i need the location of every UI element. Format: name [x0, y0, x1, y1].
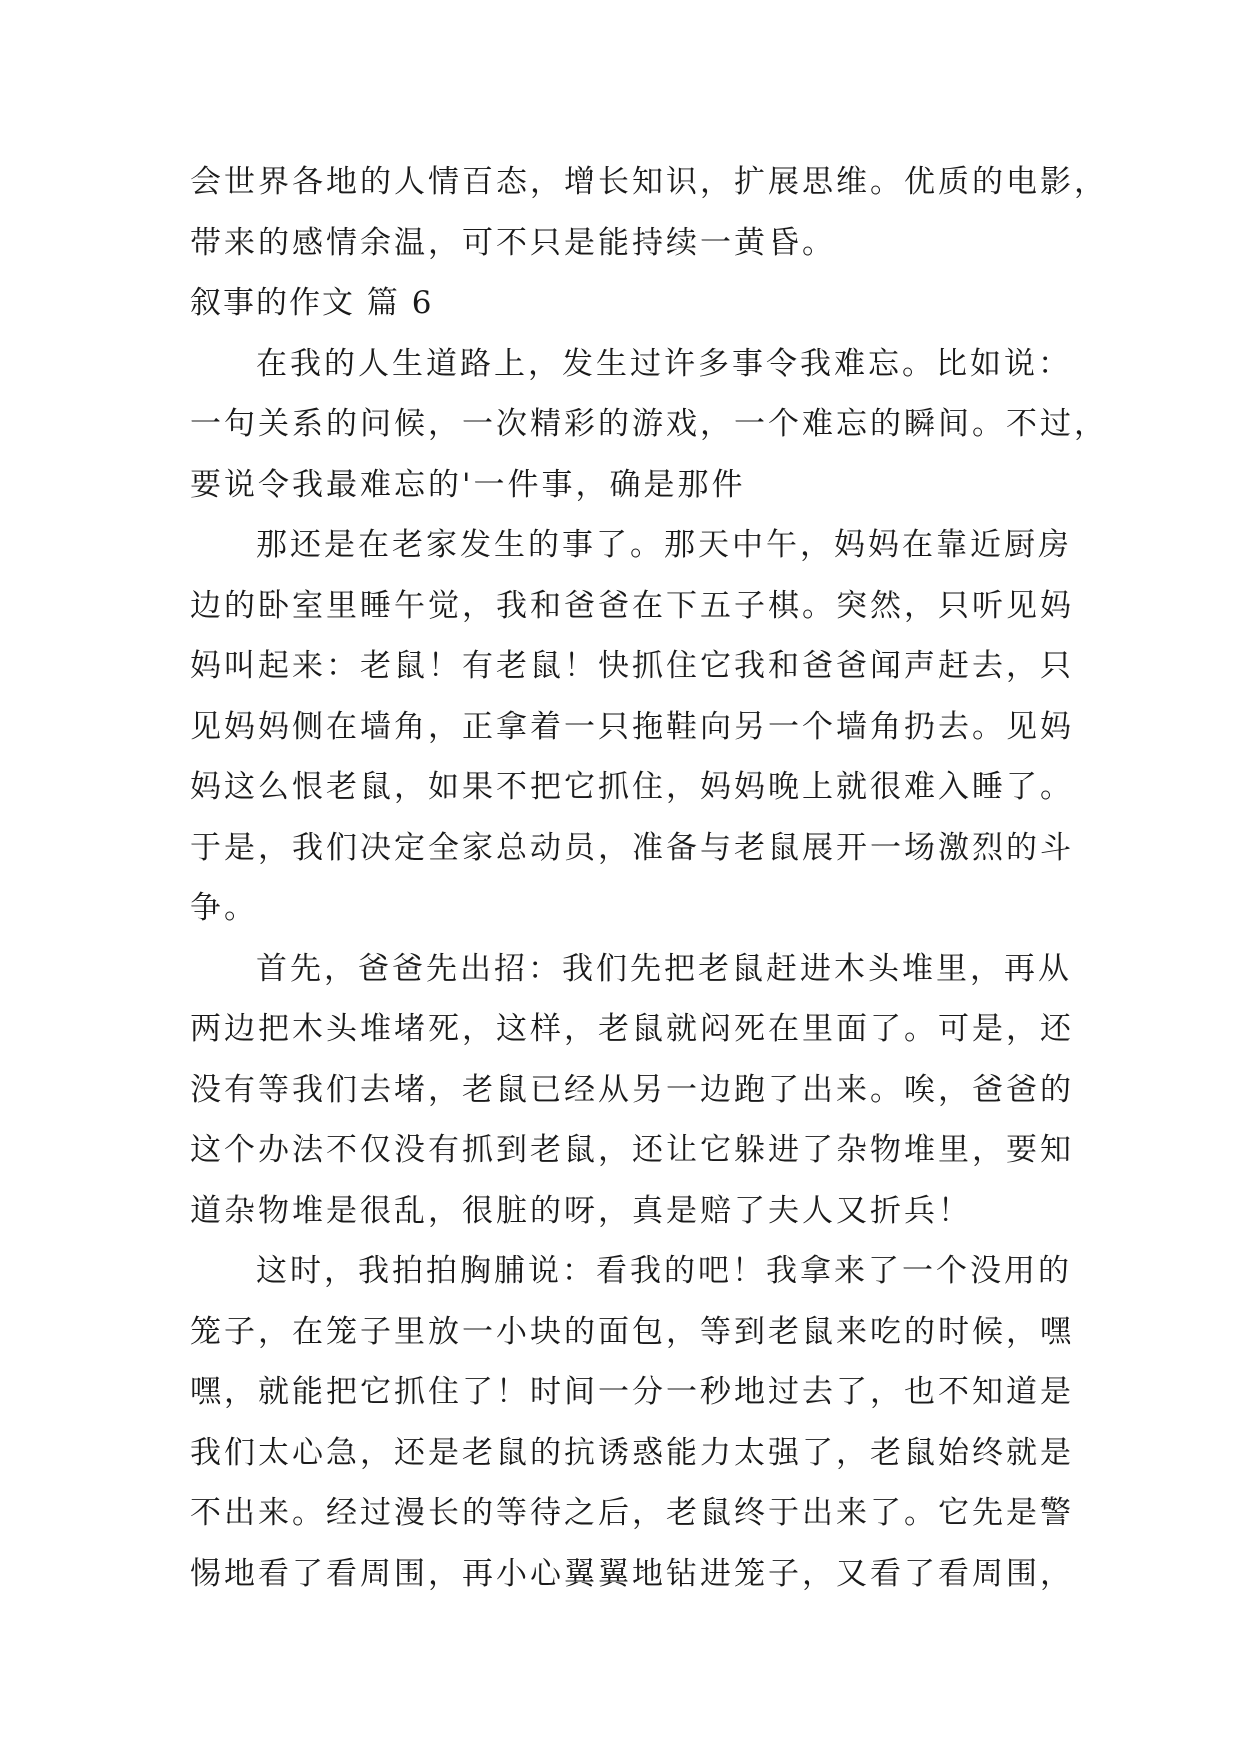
text-line: 一句关系的问候，一次精彩的游戏，一个难忘的瞬间。不过， — [190, 406, 1108, 442]
text-line: 会世界各地的人情百态，增长知识，扩展思维。优质的电影， — [190, 164, 1108, 200]
text-line: 这时，我拍拍胸脯说：看我的吧！我拿来了一个没用的 — [256, 1253, 1072, 1289]
text-line: 要说令我最难忘的'一件事，确是那件 — [190, 466, 746, 503]
text-line: 争。 — [190, 890, 258, 926]
text-line: 不出来。经过漫长的等待之后，老鼠终于出来了。它先是警 — [190, 1495, 1074, 1531]
text-line: 在我的人生道路上，发生过许多事令我难忘。比如说： — [256, 345, 1072, 382]
text-line: 于是，我们决定全家总动员，准备与老鼠展开一场激烈的斗 — [190, 829, 1074, 866]
text-line: 这个办法不仅没有抓到老鼠，还让它躲进了杂物堆里，要知 — [190, 1132, 1074, 1168]
text-line: 边的卧室里睡午觉，我和爸爸在下五子棋。突然，只听见妈 — [190, 587, 1074, 624]
text-line: 见妈妈侧在墙角，正拿着一只拖鞋向另一个墙角扔去。见妈 — [190, 708, 1074, 745]
section-heading: 叙事的作文 篇 6 — [190, 285, 434, 321]
text-line: 没有等我们去堵，老鼠已经从另一边跑了出来。唉，爸爸的 — [190, 1071, 1074, 1108]
text-line: 带来的感情余温，可不只是能持续一黄昏。 — [190, 224, 836, 261]
text-line: 妈这么恨老鼠，如果不把它抓住，妈妈晚上就很难入睡了。 — [190, 769, 1074, 805]
text-line: 道杂物堆是很乱，很脏的呀，真是赔了夫人又折兵！ — [190, 1192, 972, 1229]
text-line: 首先，爸爸先出招：我们先把老鼠赶进木头堆里，再从 — [256, 950, 1072, 987]
text-line: 嘿，就能把它抓住了！时间一分一秒地过去了，也不知道是 — [190, 1374, 1074, 1410]
text-line: 惕地看了看周围，再小心翼翼地钻进笼子，又看了看周围， — [190, 1555, 1074, 1592]
text-line: 笼子，在笼子里放一小块的面包，等到老鼠来吃的时候，嘿 — [190, 1313, 1074, 1350]
document-body — [190, 152, 1108, 1604]
text-line: 我们太心急，还是老鼠的抗诱惑能力太强了，老鼠始终就是 — [190, 1434, 1074, 1471]
text-line: 妈叫起来：老鼠！有老鼠！快抓住它我和爸爸闻声赶去，只 — [190, 648, 1074, 684]
text-line: 两边把木头堆堵死，这样，老鼠就闷死在里面了。可是，还 — [190, 1011, 1074, 1047]
text-line: 那还是在老家发生的事了。那天中午，妈妈在靠近厨房 — [256, 527, 1072, 563]
